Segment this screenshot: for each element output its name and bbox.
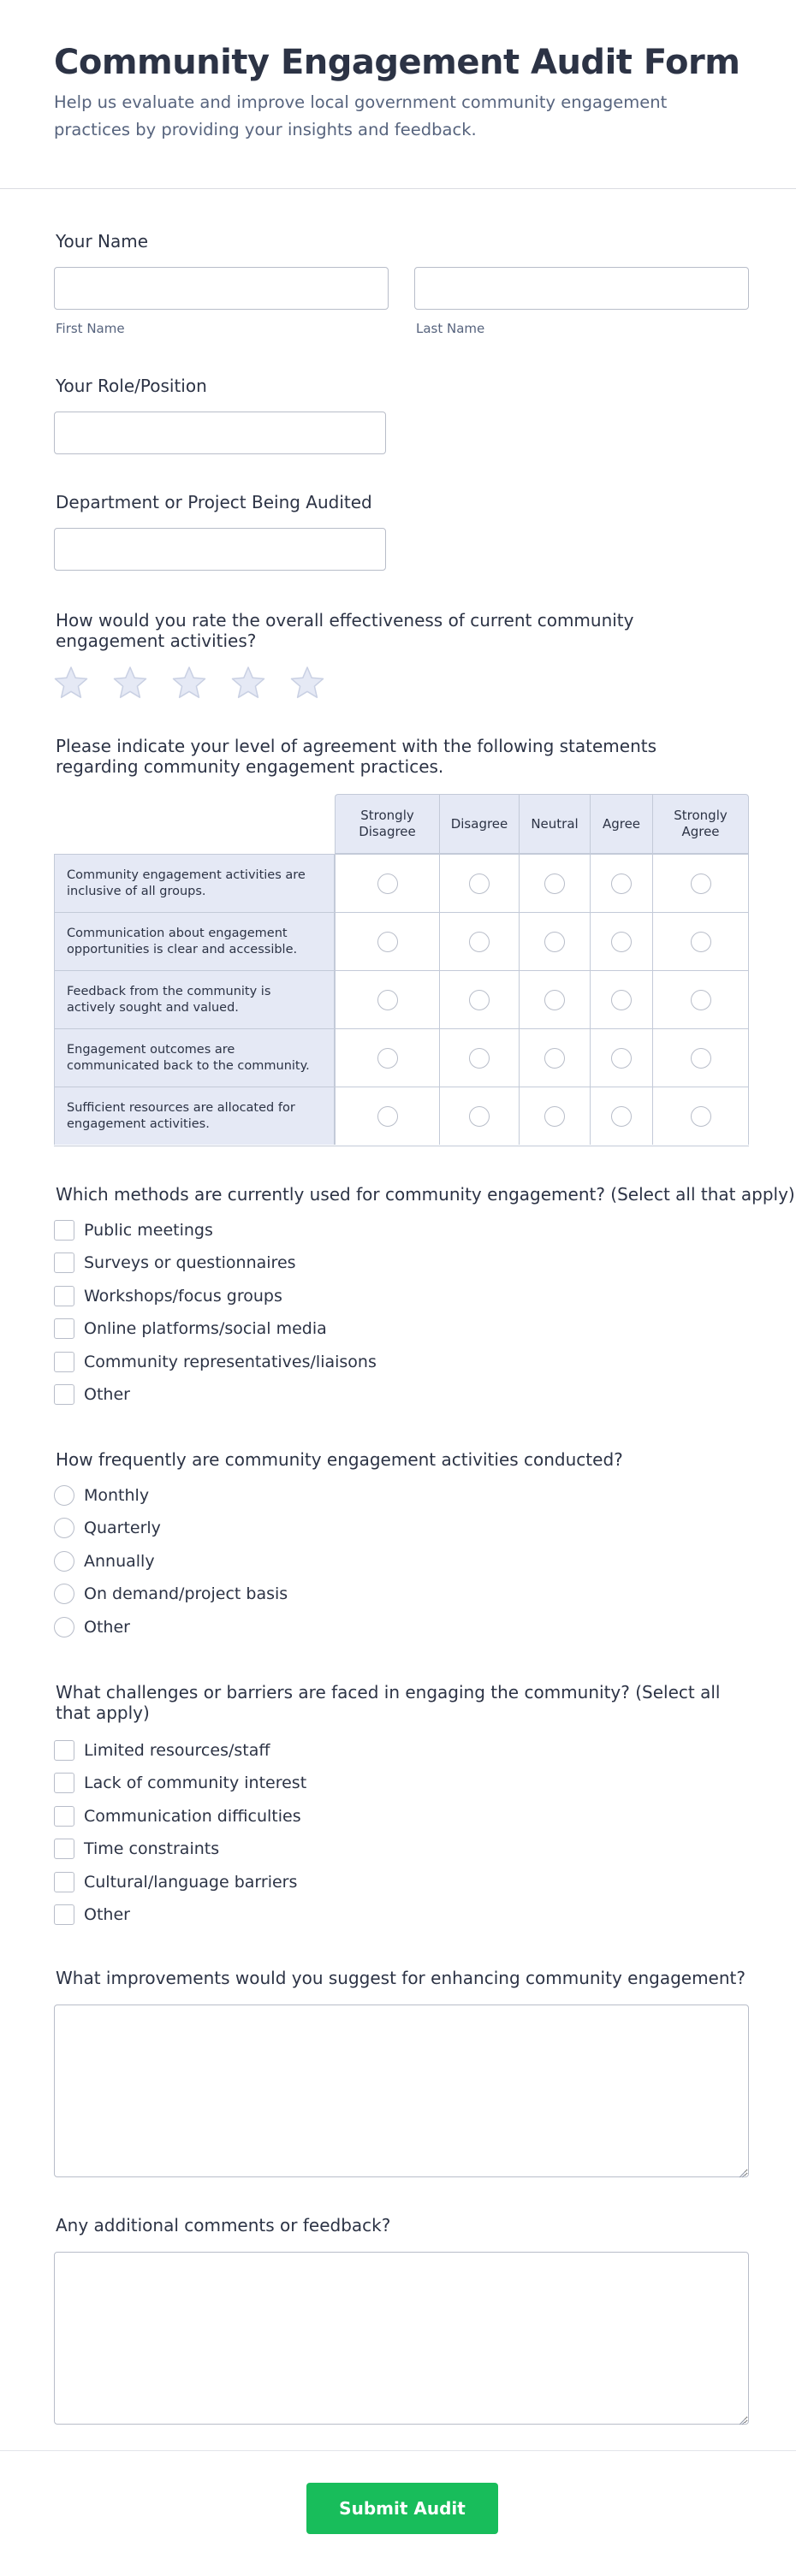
rating-label: How would you rate the overall effectiveness of current community engagement activities? xyxy=(56,610,634,651)
checkbox[interactable] xyxy=(54,1806,74,1827)
matrix-cell xyxy=(439,854,519,912)
checkbox[interactable] xyxy=(54,1872,74,1892)
agreement-matrix xyxy=(54,794,749,1146)
matrix-radio[interactable] xyxy=(469,873,490,894)
challenge-option[interactable] xyxy=(54,1872,297,1892)
improvements-textarea[interactable] xyxy=(54,2005,749,2177)
option-label: Other xyxy=(84,1385,130,1404)
matrix-radio[interactable] xyxy=(544,932,565,952)
matrix-cell xyxy=(519,1028,590,1087)
matrix-cell xyxy=(652,912,749,970)
matrix-radio[interactable] xyxy=(544,1106,565,1127)
form-subtitle: Help us evaluate and improve local government community engagement practices by providing your insights and feedback. xyxy=(54,92,668,139)
option-label: Limited resources/staff xyxy=(84,1741,270,1760)
matrix-radio[interactable] xyxy=(691,990,711,1010)
frequency-option[interactable] xyxy=(54,1584,288,1604)
option-label: Communication difficulties xyxy=(84,1806,301,1826)
matrix-row-label: Sufficient resources are allocated for engagement activities. xyxy=(54,1087,335,1145)
first-name-input[interactable] xyxy=(54,267,389,310)
matrix-cell xyxy=(652,1087,749,1145)
challenge-option[interactable] xyxy=(54,1839,219,1859)
matrix-radio[interactable] xyxy=(469,1048,490,1069)
improvements-label: What improvements would you suggest for enhancing community engagement? xyxy=(56,1968,746,1988)
matrix-cell xyxy=(335,970,439,1028)
matrix-column-header: Strongly Agree xyxy=(652,794,749,854)
matrix-radio[interactable] xyxy=(377,990,398,1010)
matrix-cell xyxy=(335,1028,439,1087)
comments-label: Any additional comments or feedback? xyxy=(56,2215,391,2235)
matrix-cell xyxy=(519,970,590,1028)
matrix-cell xyxy=(335,1087,439,1145)
frequency-option[interactable] xyxy=(54,1551,155,1572)
checkbox[interactable] xyxy=(54,1352,74,1372)
radio-button[interactable] xyxy=(54,1518,74,1538)
matrix-cell xyxy=(439,970,519,1028)
radio-button[interactable] xyxy=(54,1617,74,1637)
methods-label: Which methods are currently used for community engagement? (Select all that apply) xyxy=(56,1184,795,1205)
matrix-column-header: Neutral xyxy=(519,794,590,854)
footer-divider xyxy=(0,2450,796,2451)
frequency-option[interactable] xyxy=(54,1485,149,1506)
matrix-radio[interactable] xyxy=(691,1106,711,1127)
method-option[interactable] xyxy=(54,1220,213,1241)
last-name-sublabel: Last Name xyxy=(416,321,485,336)
matrix-radio[interactable] xyxy=(544,873,565,894)
matrix-cell xyxy=(652,854,749,912)
matrix-cell xyxy=(439,1028,519,1087)
method-option[interactable] xyxy=(54,1318,327,1339)
checkbox[interactable] xyxy=(54,1773,74,1793)
resize-grip-icon[interactable] xyxy=(737,2413,746,2421)
matrix-radio[interactable] xyxy=(611,1048,632,1069)
matrix-row-label: Engagement outcomes are communicated back to the community. xyxy=(54,1028,335,1087)
matrix-cell xyxy=(590,1087,652,1145)
matrix-cell xyxy=(590,854,652,912)
matrix-radio[interactable] xyxy=(544,1048,565,1069)
matrix-cell xyxy=(652,970,749,1028)
matrix-row-label: Communication about engagement opportunities is clear and accessible. xyxy=(54,912,335,970)
star-icon[interactable] xyxy=(289,666,325,700)
option-label: Quarterly xyxy=(84,1519,161,1538)
matrix-radio[interactable] xyxy=(377,1048,398,1069)
frequency-label: How frequently are community engagement activities conducted? xyxy=(56,1449,623,1470)
matrix-cell xyxy=(335,912,439,970)
frequency-option[interactable] xyxy=(54,1617,130,1637)
matrix-cell xyxy=(519,1087,590,1145)
option-label: Workshops/focus groups xyxy=(84,1286,282,1306)
star-icon[interactable] xyxy=(230,666,266,700)
option-label: Online platforms/social media xyxy=(84,1319,327,1339)
option-label: Cultural/language barriers xyxy=(84,1872,298,1892)
matrix-cell xyxy=(439,1087,519,1145)
method-option[interactable] xyxy=(54,1252,296,1273)
option-label: Community representatives/liaisons xyxy=(84,1352,377,1371)
checkbox[interactable] xyxy=(54,1904,74,1925)
matrix-radio[interactable] xyxy=(611,932,632,952)
resize-grip-icon[interactable] xyxy=(737,2165,746,2174)
matrix-cell xyxy=(590,912,652,970)
matrix-column-header: Disagree xyxy=(439,794,519,854)
option-label: Other xyxy=(84,1617,130,1637)
matrix-cell xyxy=(590,1028,652,1087)
form-title: Community Engagement Audit Form xyxy=(54,43,740,82)
comments-textarea[interactable] xyxy=(54,2252,749,2425)
option-label: Lack of community interest xyxy=(84,1774,307,1793)
challenge-option[interactable] xyxy=(54,1773,306,1793)
star-icon[interactable] xyxy=(171,666,207,700)
option-label: Other xyxy=(84,1905,130,1924)
matrix-radio[interactable] xyxy=(691,1048,711,1069)
matrix-row-label: Feedback from the community is actively sought and valued. xyxy=(54,970,335,1028)
matrix-radio[interactable] xyxy=(377,1106,398,1127)
matrix-radio[interactable] xyxy=(469,990,490,1010)
matrix-radio[interactable] xyxy=(611,1106,632,1127)
matrix-cell xyxy=(439,912,519,970)
option-label: Public meetings xyxy=(84,1221,213,1240)
method-option[interactable] xyxy=(54,1384,130,1405)
matrix-cell xyxy=(519,854,590,912)
option-label: Annually xyxy=(84,1551,155,1571)
matrix-radio[interactable] xyxy=(691,873,711,894)
matrix-column-header: Strongly Disagree xyxy=(335,794,439,854)
option-label: On demand/project basis xyxy=(84,1584,288,1604)
radio-button[interactable] xyxy=(54,1485,74,1506)
role-label: Your Role/Position xyxy=(56,376,207,396)
matrix-row-label: Community engagement activities are inclusive of all groups. xyxy=(54,854,335,912)
matrix-radio[interactable] xyxy=(611,990,632,1010)
submit-button[interactable]: Submit Audit xyxy=(306,2483,498,2534)
checkbox[interactable] xyxy=(54,1839,74,1859)
department-input[interactable] xyxy=(54,528,386,571)
matrix-column-header: Agree xyxy=(590,794,652,854)
department-label: Department or Project Being Audited xyxy=(56,492,372,512)
star-icon[interactable] xyxy=(53,666,89,700)
method-option[interactable] xyxy=(54,1286,282,1306)
star-icon[interactable] xyxy=(112,666,148,700)
matrix-cell xyxy=(519,912,590,970)
checkbox[interactable] xyxy=(54,1384,74,1405)
checkbox[interactable] xyxy=(54,1220,74,1241)
option-label: Surveys or questionnaires xyxy=(84,1253,296,1273)
challenge-option[interactable] xyxy=(54,1904,130,1925)
name-label: Your Name xyxy=(56,231,149,252)
role-input[interactable] xyxy=(54,412,386,454)
frequency-option[interactable] xyxy=(54,1518,161,1538)
radio-button[interactable] xyxy=(54,1584,74,1604)
matrix-radio[interactable] xyxy=(611,873,632,894)
matrix-radio[interactable] xyxy=(377,932,398,952)
method-option[interactable] xyxy=(54,1352,377,1372)
option-label: Time constraints xyxy=(84,1839,220,1859)
matrix-cell xyxy=(652,1028,749,1087)
first-name-sublabel: First Name xyxy=(56,321,125,336)
matrix-radio[interactable] xyxy=(377,873,398,894)
matrix-radio[interactable] xyxy=(469,1106,490,1127)
matrix-radio[interactable] xyxy=(544,990,565,1010)
checkbox[interactable] xyxy=(54,1252,74,1273)
matrix-cell xyxy=(590,970,652,1028)
checkbox[interactable] xyxy=(54,1286,74,1306)
checkbox[interactable] xyxy=(54,1318,74,1339)
option-label: Monthly xyxy=(84,1486,150,1505)
checkbox[interactable] xyxy=(54,1740,74,1761)
matrix-cell xyxy=(335,854,439,912)
challenge-option[interactable] xyxy=(54,1740,270,1761)
challenges-label: What challenges or barriers are faced in engaging the community? (Select all that apply) xyxy=(56,1682,721,1723)
last-name-input[interactable] xyxy=(414,267,749,310)
form-header xyxy=(0,0,796,189)
matrix-radio[interactable] xyxy=(469,932,490,952)
matrix-radio[interactable] xyxy=(691,932,711,952)
radio-button[interactable] xyxy=(54,1551,74,1572)
matrix-label: Please indicate your level of agreement with the following statements regarding community engagement practices. xyxy=(56,736,657,777)
challenge-option[interactable] xyxy=(54,1806,301,1827)
